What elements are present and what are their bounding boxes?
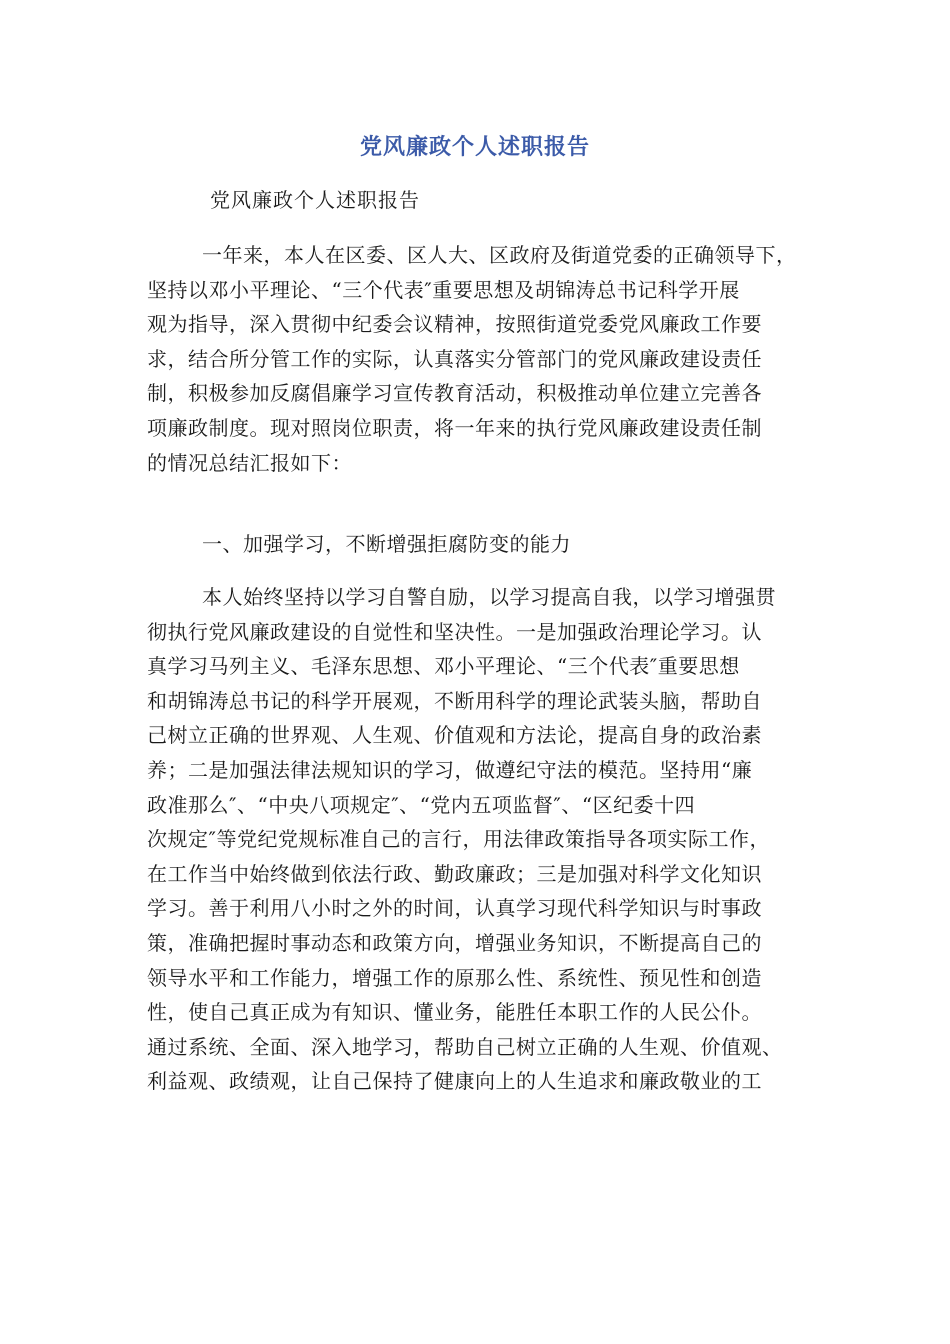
paragraph-line: 项廉政制度。现对照岗位职责，将一年来的执行党风廉政建设责任制 xyxy=(147,415,762,440)
paragraph-line: 彻执行党风廉政建设的自觉性和坚决性。一是加强政治理论学习。认 xyxy=(147,619,762,644)
paragraph-line: 次规定″等党纪党规标准自己的言行，用法律政策指导各项实际工作， xyxy=(147,827,770,852)
paragraph-line: 本人始终坚持以学习自警自励，以学习提高自我，以学习增强贯 xyxy=(202,585,776,609)
paragraph-line: 制，积极参加反腐倡廉学习宣传教育活动，积极推动单位建立完善各 xyxy=(147,381,762,406)
paragraph-line: 一年来，本人在区委、区人大、区政府及街道党委的正确领导下， xyxy=(202,243,797,267)
paragraph-line: 和胡锦涛总书记的科学开展观，不断用科学的理论武装头脑，帮助自 xyxy=(147,688,762,713)
paragraph-line: 求，结合所分管工作的实际，认真落实分管部门的党风廉政建设责任 xyxy=(147,346,762,371)
paragraph-line: 策，准确把握时事动态和政策方向，增强业务知识，不断提高自己的 xyxy=(147,930,762,955)
paragraph-line: 利益观、政绩观，让自己保持了健康向上的人生追求和廉政敬业的工 xyxy=(147,1069,762,1094)
section-heading: 一、加强学习，不断增强拒腐防变的能力 xyxy=(202,532,571,556)
paragraph-study xyxy=(147,580,822,1099)
paragraph-line: 在工作当中始终做到依法行政、勤政廉政；三是加强对科学文化知识 xyxy=(147,861,762,886)
paragraph-line: 真学习马列主义、毛泽东思想、邓小平理论、“三个代表″重要思想 xyxy=(147,654,740,679)
document-title: 党风廉政个人述职报告 xyxy=(359,135,590,160)
paragraph-line: 坚持以邓小平理论、“三个代表″重要思想及胡锦涛总书记科学开展 xyxy=(147,277,740,302)
paragraph-line: 养；二是加强法律法规知识的学习，做遵纪守法的模范。坚持用“廉 xyxy=(147,757,753,782)
paragraph-line: 通过系统、全面、深入地学习，帮助自己树立正确的人生观、价值观、 xyxy=(147,1034,783,1059)
paragraph-intro xyxy=(147,238,822,480)
paragraph-line: 政准那么″、“中央八项规定″、“党内五项监督″、“区纪委十四 xyxy=(147,792,696,817)
document-subtitle: 党风廉政个人述职报告 xyxy=(210,188,420,212)
paragraph-line: 性，使自己真正成为有知识、懂业务，能胜任本职工作的人民公仆。 xyxy=(147,1000,762,1025)
paragraph-line: 观为指导，深入贯彻中纪委会议精神，按照街道党委党风廉政工作要 xyxy=(147,312,762,337)
paragraph-line: 己树立正确的世界观、人生观、价值观和方法论，提高自身的政治素 xyxy=(147,723,762,748)
paragraph-line: 学习。善于利用八小时之外的时间，认真学习现代科学知识与时事政 xyxy=(147,896,762,921)
paragraph-line: 的情况总结汇报如下： xyxy=(147,450,352,475)
paragraph-line: 领导水平和工作能力，增强工作的原那么性、系统性、预见性和创造 xyxy=(147,965,762,990)
